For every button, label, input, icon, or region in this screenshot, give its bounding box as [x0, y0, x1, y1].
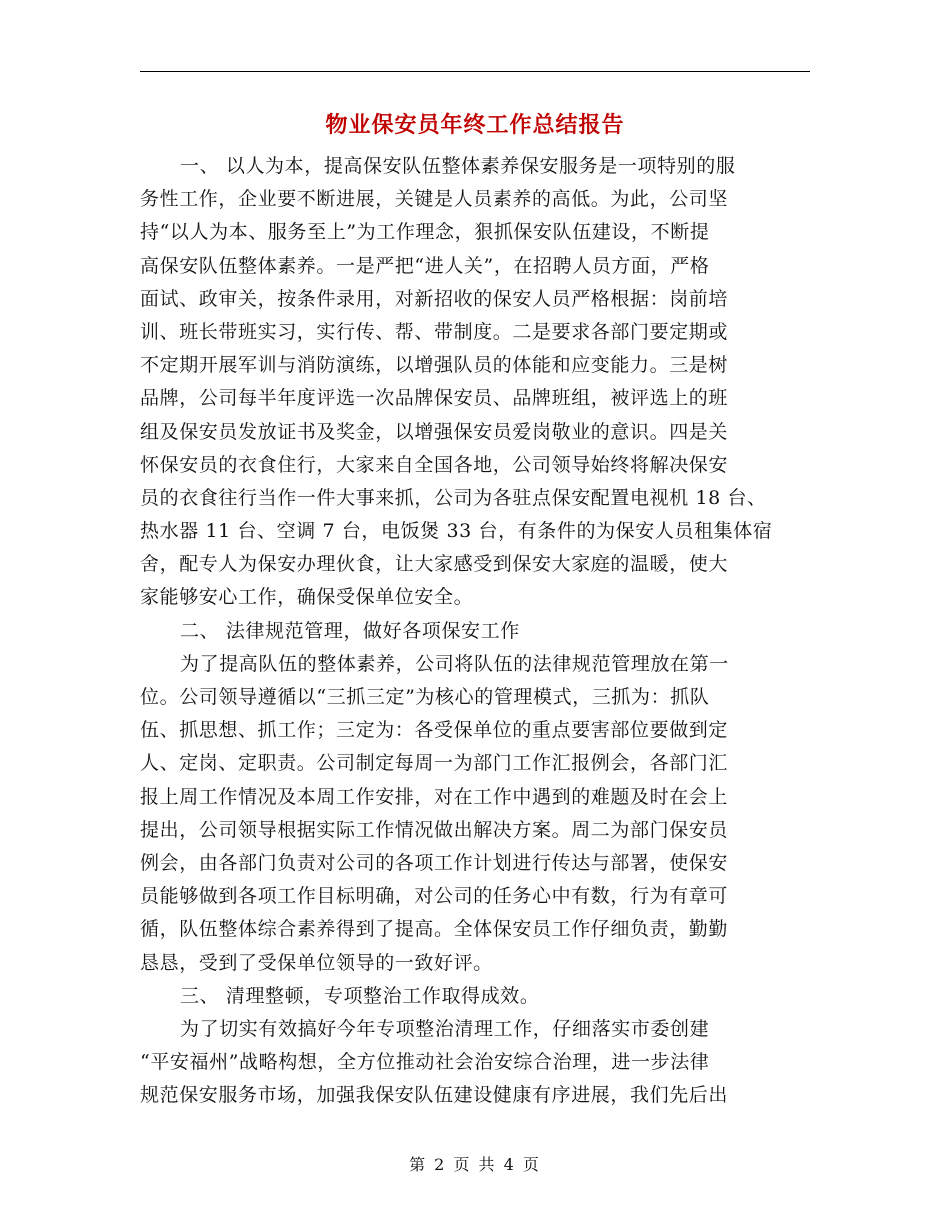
body-line: 员能够做到各项工作目标明确，对公司的任务心中有数，行为有章可	[140, 885, 729, 908]
body-line: 不定期开展军训与消防演练，以增强队员的体能和应变能力。三是树	[140, 354, 729, 377]
document-title: 物业保安员年终工作总结报告	[325, 112, 625, 138]
body-line: 恳恳，受到了受保单位领导的一致好评。	[140, 951, 493, 974]
body-line: 一、 以人为本，提高保安队伍整体素养保安服务是一项特别的服	[180, 155, 736, 177]
body-line: 热水器 11 台、空调 7 台，电饭煲 33 台，有条件的为保安人员租集体宿	[140, 520, 773, 543]
body-line: 人、定岗、定职责。公司制定每周一为部门工作汇报例会，各部门汇	[140, 752, 729, 775]
section-heading: 二、 法律规范管理，做好各项保安工作	[180, 619, 520, 642]
body-line: “平安福州”战略构想，全方位推动社会治安综合治理，进一步法律	[140, 1051, 710, 1074]
body-line: 位。公司领导遵循以“三抓三定”为核心的管理模式，三抓为：抓队	[140, 686, 710, 708]
body-line: 家能够安心工作，确保受保单位安全。	[140, 586, 474, 609]
body-line: 务性工作，企业要不断进展，关键是人员素养的高低。为此，公司坚	[140, 188, 729, 211]
header-rule	[140, 71, 810, 72]
body-line: 怀保安员的衣食住行，大家来自全国各地，公司领导始终将解决保安	[140, 453, 729, 476]
body-line: 循，队伍整体综合素养得到了提高。全体保安员工作仔细负责，勤勤	[140, 918, 729, 941]
body-line: 提出，公司领导根据实际工作情况做出解决方案。周二为部门保安员	[140, 818, 729, 841]
body-line: 例会，由各部门负责对公司的各项工作计划进行传达与部署，使保安	[140, 851, 729, 874]
body-line: 为了提高队伍的整体素养，公司将队伍的法律规范管理放在第一	[180, 652, 729, 675]
body-line: 面试、政审关，按条件录用，对新招收的保安人员严格根据：岗前培	[140, 287, 729, 310]
body-line: 持“以人为本、服务至上”为工作理念，狠抓保安队伍建设，不断提	[140, 221, 710, 244]
body-line: 高保安队伍整体素养。一是严把“进人关”，在招聘人员方面，严格	[140, 254, 710, 277]
body-line: 品牌，公司每半年度评选一次品牌保安员、品牌班组，被评选上的班	[140, 387, 729, 410]
body-line: 舍，配专人为保安办理伙食，让大家感受到保安大家庭的温暖，使大	[140, 553, 729, 576]
body-line: 报上周工作情况及本周工作安排，对在工作中遇到的难题及时在会上	[140, 785, 729, 808]
document-body	[140, 150, 810, 1112]
page-number: 第 2 页 共 4 页	[409, 1155, 541, 1174]
body-line: 员的衣食往行当作一件大事来抓，公司为各驻点保安配置电视机 18 台、	[140, 486, 767, 509]
body-line: 伍、抓思想、抓工作；三定为：各受保单位的重点要害部位要做到定	[140, 719, 729, 742]
body-line: 组及保安员发放证书及奖金，以增强保安员爱岗敬业的意识。四是关	[140, 420, 729, 443]
section-heading: 三、 清理整顿，专项整治工作取得成效。	[180, 984, 540, 1007]
body-line: 训、班长带班实习，实行传、帮、带制度。二是要求各部门要定期或	[140, 320, 729, 343]
body-line: 为了切实有效搞好今年专项整治清理工作，仔细落实市委创建	[180, 1017, 710, 1040]
body-line: 规范保安服务市场，加强我保安队伍建设健康有序进展，我们先后出	[140, 1084, 729, 1107]
